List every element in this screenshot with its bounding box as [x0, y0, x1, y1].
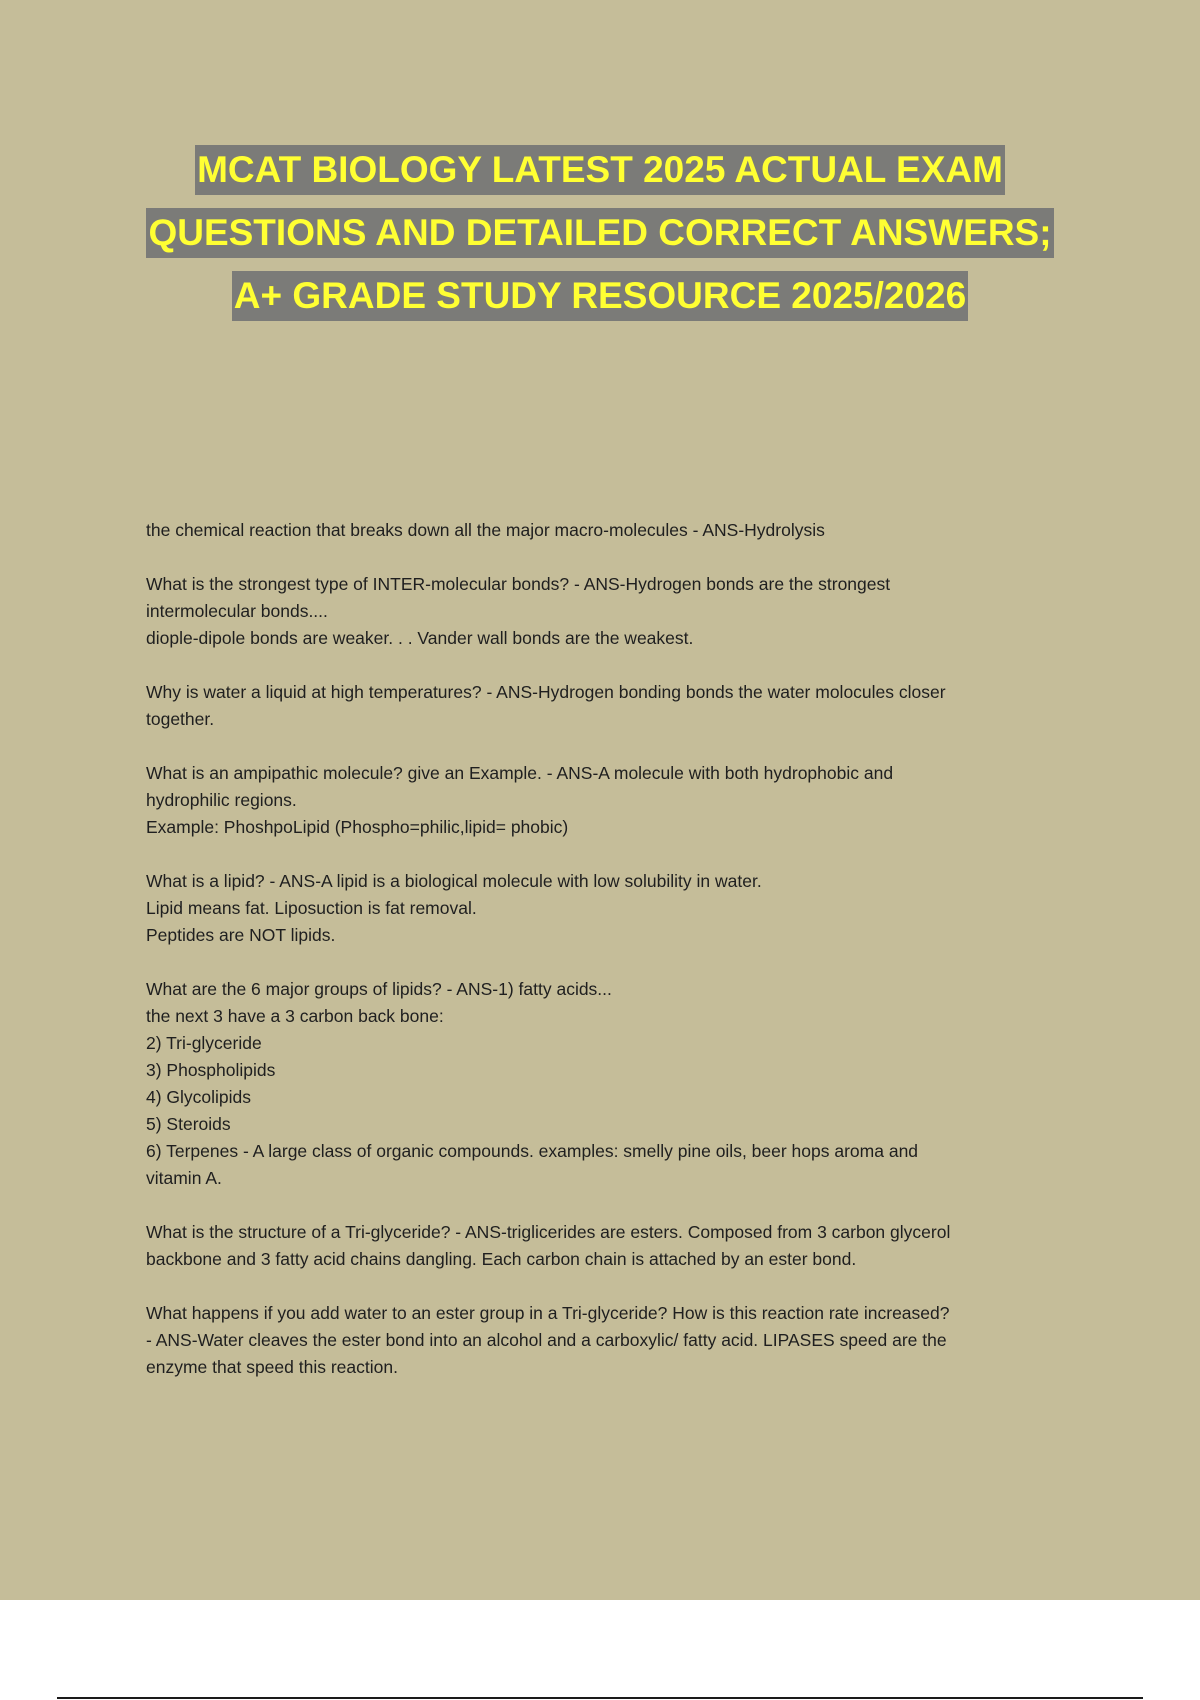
qa-line: Why is water a liquid at high temperatures? - ANS-Hydrogen bonding bonds the water molocules closer [146, 682, 946, 702]
qa-line: What is a lipid? - ANS-A lipid is a biological molecule with low solubility in water. [146, 871, 762, 891]
qa-line: 5) Steroids [146, 1114, 231, 1134]
qa-line: Lipid means fat. Liposuction is fat removal. [146, 898, 477, 918]
qa-item [146, 868, 1086, 949]
qa-item [146, 679, 1086, 733]
footer-divider [57, 1697, 1143, 1699]
qa-item [146, 976, 1086, 1192]
qa-item [146, 760, 1086, 841]
qa-line: together. [146, 709, 215, 729]
qa-line: the next 3 have a 3 carbon back bone: [146, 1006, 444, 1026]
title-line: QUESTIONS AND DETAILED CORRECT ANSWERS; [146, 208, 1053, 258]
qa-line: intermolecular bonds.... [146, 601, 328, 621]
qa-line: enzyme that speed this reaction. [146, 1357, 398, 1377]
qa-line: What happens if you add water to an ester group in a Tri-glyceride? How is this reaction rate increased? [146, 1303, 950, 1323]
qa-line: 2) Tri-glyceride [146, 1033, 262, 1053]
qa-line: the chemical reaction that breaks down all the major macro-molecules - ANS-Hydrolysis [146, 520, 825, 540]
qa-line: Peptides are NOT lipids. [146, 925, 336, 945]
title-line: A+ GRADE STUDY RESOURCE 2025/2026 [232, 271, 968, 321]
qa-line: Example: PhoshpoLipid (Phospho=philic,lipid= phobic) [146, 817, 569, 837]
qa-line: diople-dipole bonds are weaker. . . Vander wall bonds are the weakest. [146, 628, 694, 648]
qa-line: 3) Phospholipids [146, 1060, 276, 1080]
qa-line: hydrophilic regions. [146, 790, 297, 810]
qa-list [146, 517, 1086, 1408]
qa-item [146, 1219, 1086, 1273]
document-title [0, 145, 1200, 334]
qa-line: - ANS-Water cleaves the ester bond into an alcohol and a carboxylic/ fatty acid. LIPASES speed are the [146, 1330, 947, 1350]
qa-line: What is the structure of a Tri-glyceride? - ANS-triglicerides are esters. Composed from 3 carbon glycerol [146, 1222, 951, 1242]
qa-item [146, 571, 1086, 652]
qa-line: 6) Terpenes - A large class of organic compounds. examples: smelly pine oils, beer hops aroma and [146, 1141, 919, 1161]
qa-line: backbone and 3 fatty acid chains dangling. Each carbon chain is attached by an ester bond. [146, 1249, 857, 1269]
qa-item [146, 1300, 1086, 1381]
qa-line: What is the strongest type of INTER-molecular bonds? - ANS-Hydrogen bonds are the strongest [146, 574, 891, 594]
title-line: MCAT BIOLOGY LATEST 2025 ACTUAL EXAM [195, 145, 1005, 195]
qa-line: What is an ampipathic molecule? give an Example. - ANS-A molecule with both hydrophobic and [146, 763, 894, 783]
qa-item [146, 517, 1086, 544]
qa-line: vitamin A. [146, 1168, 222, 1188]
qa-line: What are the 6 major groups of lipids? - ANS-1) fatty acids... [146, 979, 612, 999]
qa-line: 4) Glycolipids [146, 1087, 252, 1107]
